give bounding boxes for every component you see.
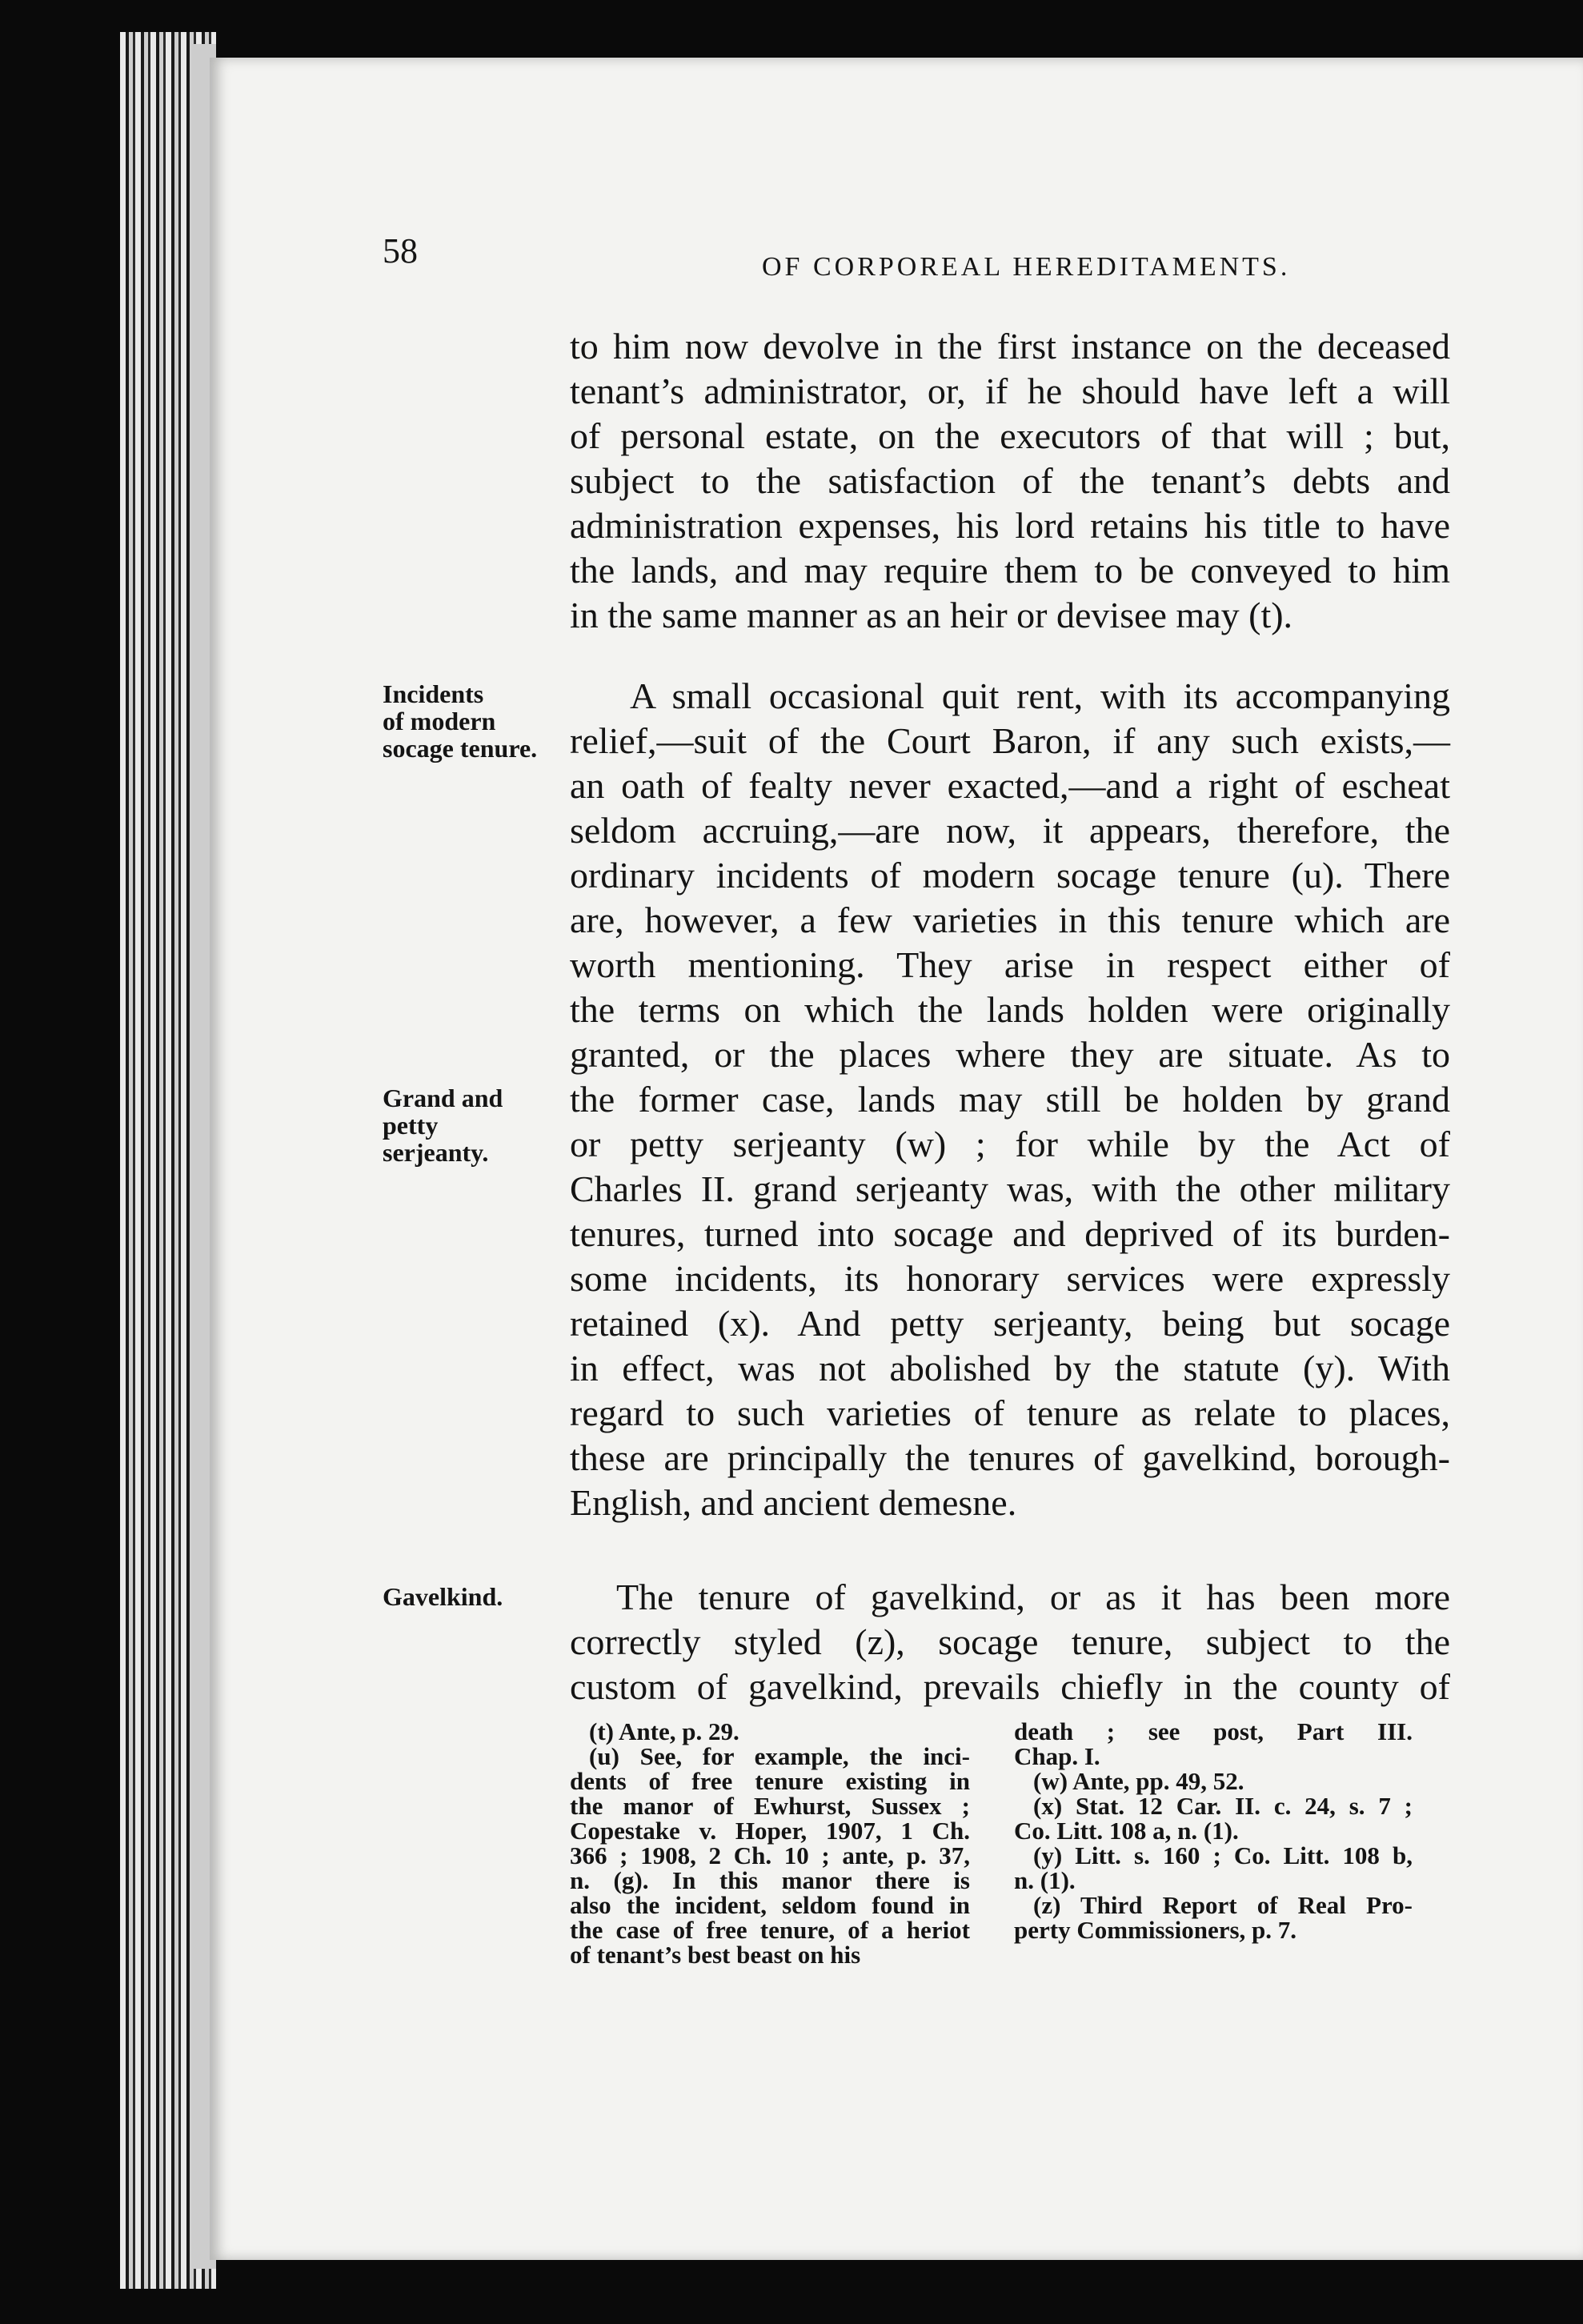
footnote-line: Copestake v. Hoper, 1907, 1 Ch. [570,1817,970,1845]
footnote-line: n. (1). [1014,1866,1076,1894]
text-line: A small occasional quit rent, with its accompanying [630,675,1450,716]
footnote-line: Co. Litt. 108 a, n. (1). [1014,1817,1239,1845]
footnote-line: (x) Stat. 12 Car. II. c. 24, s. 7 ; [1033,1792,1413,1820]
footnote-line: (w) Ante, pp. 49, 52. [1033,1767,1244,1795]
running-head: OF CORPOREAL HEREDITAMENTS. [762,252,1291,282]
text-line: seldom accruing,—are now, it appears, therefore, the [570,810,1450,851]
paragraph-socage-incidents [570,674,1450,1525]
text-line: the terms on which the lands holden were originally [570,989,1450,1030]
footnote-line: death ; see post, Part III. [1014,1717,1413,1745]
footnote-line: the manor of Ewhurst, Sussex ; [570,1792,970,1820]
text-line: English, and ancient demesne. [570,1482,1017,1523]
text-line: are, however, a few varieties in this tenure which are [570,900,1450,940]
text-line: in the same manner as an heir or devisee may (t). [570,595,1293,635]
text-line: in effect, was not abolished by the statute (y). With [570,1348,1450,1388]
text-line: some incidents, its honorary services were expressly [570,1258,1450,1299]
footnote-line: also the incident, seldom found in [570,1891,970,1919]
text-line: granted, or the places where they are situate. As to [570,1034,1450,1075]
text-line: ordinary incidents of modern socage tenure (u). There [570,855,1450,896]
footnote-line: (u) See, for example, the inci- [589,1742,970,1770]
text-line: Charles II. grand serjeanty was, with the other military [570,1168,1450,1209]
margin-note-grand-serjeanty: Grand and petty serjeanty. [383,1084,503,1167]
text-line: administration expenses, his lord retains his title to have [570,505,1450,546]
text-line: subject to the satisfaction of the tenant’s debts and [570,460,1450,501]
text-line: tenures, turned into socage and deprived of its burden- [570,1213,1450,1254]
text-line: the lands, and may require them to be conveyed to him [570,550,1450,591]
footnote-line: Chap. I. [1014,1742,1100,1770]
footnote-line: (z) Third Report of Real Pro- [1033,1891,1413,1919]
footnotes-left-column [570,1719,970,1967]
paragraph-gavelkind [570,1575,1450,1709]
footnote-line: 366 ; 1908, 2 Ch. 10 ; ante, p. 37, [570,1841,970,1869]
footnotes-right-column [1014,1719,1413,1942]
text-line: regard to such varieties of tenure as relate to places, [570,1392,1450,1433]
page-number: 58 [383,231,418,270]
margin-note-gavelkind: Gavelkind. [383,1582,503,1611]
footnote-line: n. (g). In this manor there is [570,1866,970,1894]
text-line: these are principally the tenures of gavelkind, borough- [570,1437,1450,1478]
footnote-line: perty Commissioners, p. 7. [1014,1916,1297,1944]
paragraph-continuation [570,324,1450,638]
footnote-line: the case of free tenure, of a heriot [570,1916,970,1944]
text-line: the former case, lands may still be holden by grand [570,1079,1450,1120]
margin-note-incidents: Incidents of modern socage tenure. [383,679,538,763]
text-line: retained (x). And petty serjeanty, being but socage [570,1303,1450,1344]
text-line: to him now devolve in the first instance on the deceased [570,326,1450,367]
text-line: worth mentioning. They arise in respect either of [570,944,1450,985]
footnote-line: (y) Litt. s. 160 ; Co. Litt. 108 b, [1033,1841,1413,1869]
footnote-line: (t) Ante, p. 29. [589,1717,739,1745]
footnote-line: of tenant’s best beast on his [570,1941,861,1969]
text-line: custom of gavelkind, prevails chiefly in the county of [570,1666,1450,1707]
text-line: The tenure of gavelkind, or as it has been more [616,1577,1450,1617]
text-line: or petty serjeanty (w) ; for while by the Act of [570,1124,1450,1164]
footnote-line: dents of free tenure existing in [570,1767,970,1795]
text-line: relief,—suit of the Court Baron, if any such exists,— [570,720,1450,761]
text-line: an oath of fealty never exacted,—and a right of escheat [570,765,1450,806]
text-line: of personal estate, on the executors of that will ; but, [570,415,1450,456]
text-line: correctly styled (z), socage tenure, subject to the [570,1621,1450,1662]
text-line: tenant’s administrator, or, if he should have left a will [570,371,1450,411]
